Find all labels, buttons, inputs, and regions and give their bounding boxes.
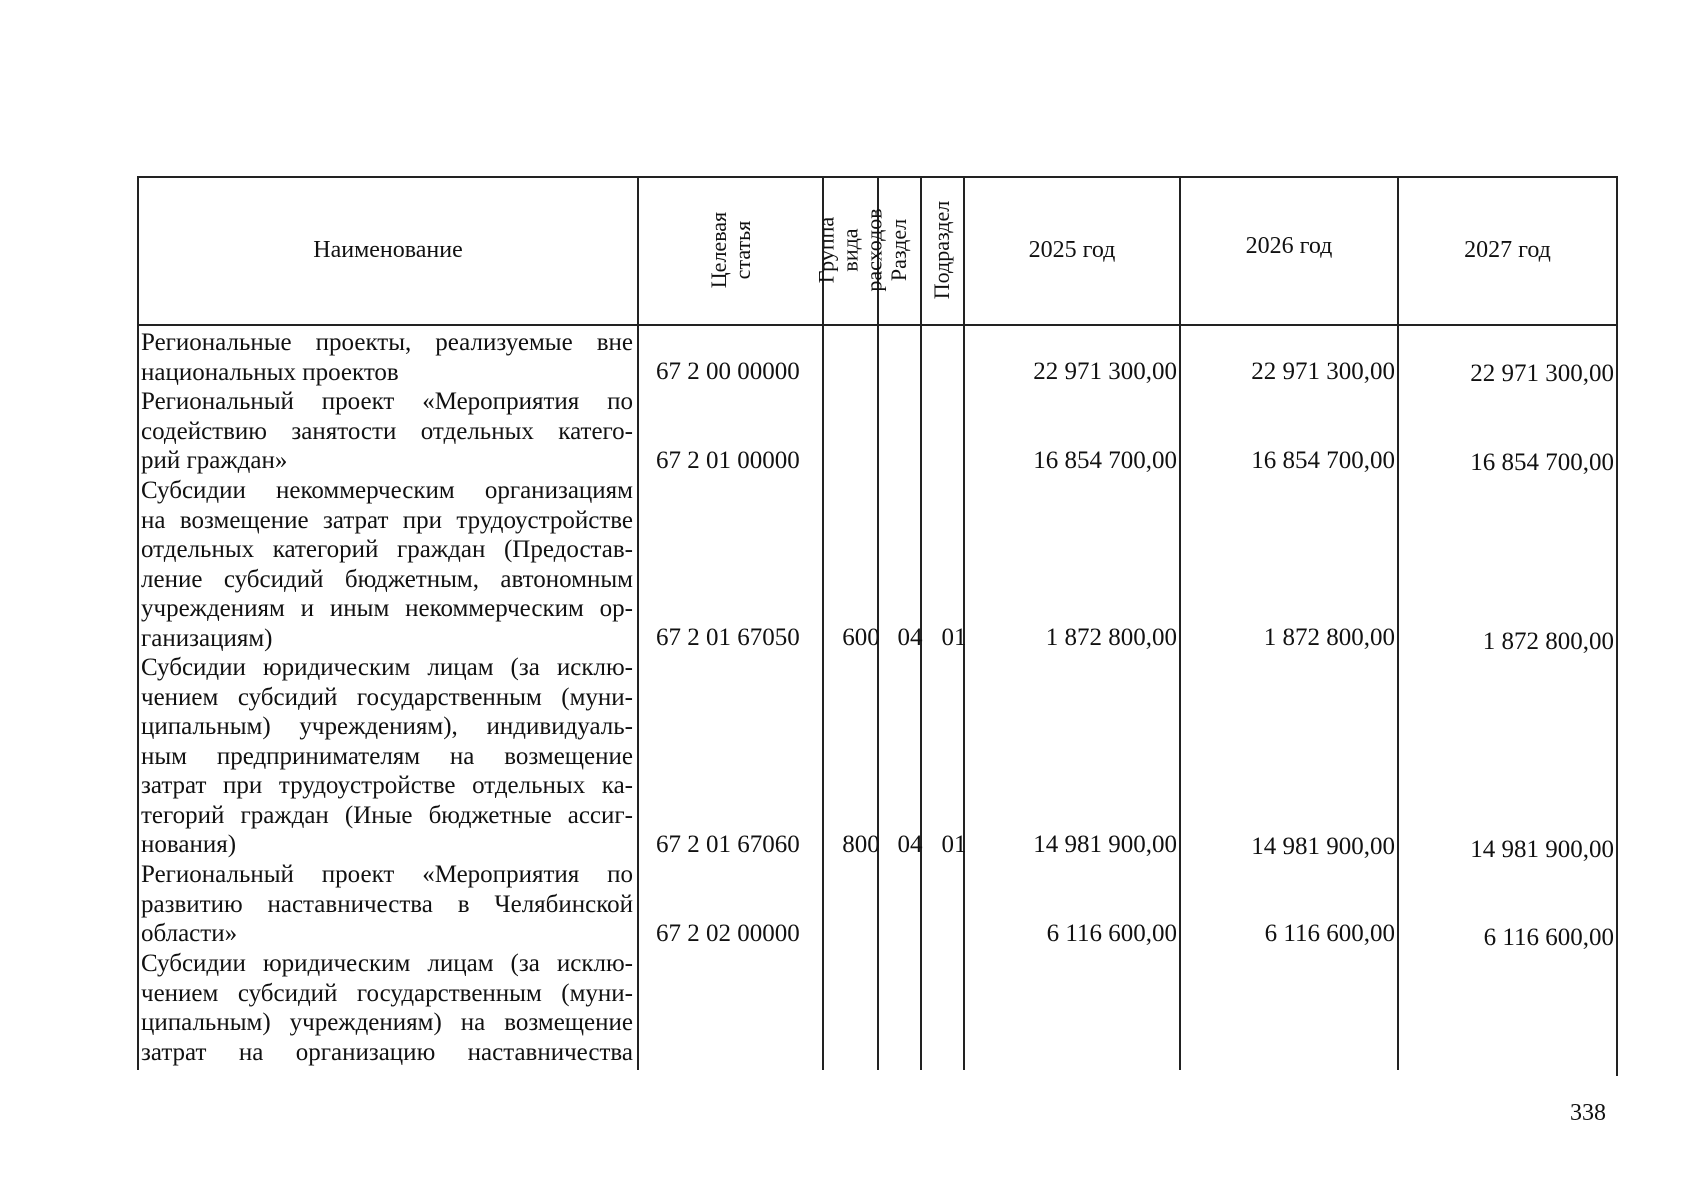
header-group: Группа вида расходов <box>813 208 887 292</box>
row-name: Субсидии юридическим лицам (за исклю- чением субсидий государственным (муни- ципальным) учреждениям) на возмещение затрат на организацию наставничества <box>141 950 633 1066</box>
row-expense-group: 800 <box>842 831 880 858</box>
row-amount-2027: 16 854 700,00 <box>1470 449 1614 476</box>
row-name: Региональные проекты, реализуемые вне национальных проектов <box>141 329 633 386</box>
row-amount-2027: 14 981 900,00 <box>1470 836 1614 863</box>
header-subsection: Подраздел <box>929 200 955 300</box>
row-name: Региональный проект «Мероприятия по развитию наставничества в Челябинской области» <box>141 861 633 947</box>
row-name: Субсидии юридическим лицам (за исклю- чением субсидий государственным (муни- ципальным) учреждениям), индивидуаль- ным предпринимателям на возмещение затрат при трудоустройстве отдельных ка- тегорий граждан (Иные бюджетные ассиг- нования) <box>141 654 633 858</box>
row-name: Региональный проект «Мероприятия по содействию занятости отдельных катего- рий граждан» <box>141 388 633 474</box>
row-amount-2027: 22 971 300,00 <box>1470 360 1614 387</box>
row-amount-2027: 6 116 600,00 <box>1483 924 1614 951</box>
row-section: 04 <box>897 831 923 858</box>
row-amount-2025: 6 116 600,00 <box>1046 920 1177 947</box>
row-amount-2026: 22 971 300,00 <box>1251 358 1395 385</box>
row-amount-2027: 1 872 800,00 <box>1482 628 1614 655</box>
row-amount-2025: 22 971 300,00 <box>1033 358 1177 385</box>
row-amount-2025: 1 872 800,00 <box>1045 624 1177 651</box>
row-amount-2026: 16 854 700,00 <box>1251 447 1395 474</box>
header-section: Раздел <box>886 218 912 282</box>
row-subsection: 01 <box>941 624 967 651</box>
grid-line <box>137 324 1618 326</box>
row-amount-2026: 14 981 900,00 <box>1251 833 1395 860</box>
header-year-2026: 2026 год <box>1245 232 1333 259</box>
row-amount-2026: 6 116 600,00 <box>1264 920 1395 947</box>
row-subsection: 01 <box>941 831 967 858</box>
row-target-code: 67 2 01 67060 <box>656 831 800 858</box>
row-name: Субсидии некоммерческим организациям на возмещение затрат при трудоустройстве отдельных категорий граждан (Предостав- ление субсидий бюджетным, автономным учреждениям и иным некоммерческим ор- ганизациям) <box>141 477 633 652</box>
row-expense-group: 600 <box>842 624 880 651</box>
row-target-code: 67 2 01 00000 <box>656 447 800 474</box>
grid-line <box>1616 176 1618 1076</box>
row-target-code: 67 2 01 67050 <box>656 624 800 651</box>
row-amount-2026: 1 872 800,00 <box>1263 624 1395 651</box>
budget-table <box>137 176 1618 1070</box>
row-section: 04 <box>897 624 923 651</box>
header-year-2027: 2027 год <box>1464 236 1551 263</box>
page-number: 338 <box>1570 1100 1606 1126</box>
row-amount-2025: 14 981 900,00 <box>1033 831 1177 858</box>
row-target-code: 67 2 02 00000 <box>656 920 800 947</box>
row-target-code: 67 2 00 00000 <box>656 358 800 385</box>
row-amount-2025: 16 854 700,00 <box>1033 447 1177 474</box>
header-name: Наименование <box>313 236 463 263</box>
header-year-2025: 2025 год <box>1028 236 1116 263</box>
header-target: Целевая статья <box>705 211 755 289</box>
